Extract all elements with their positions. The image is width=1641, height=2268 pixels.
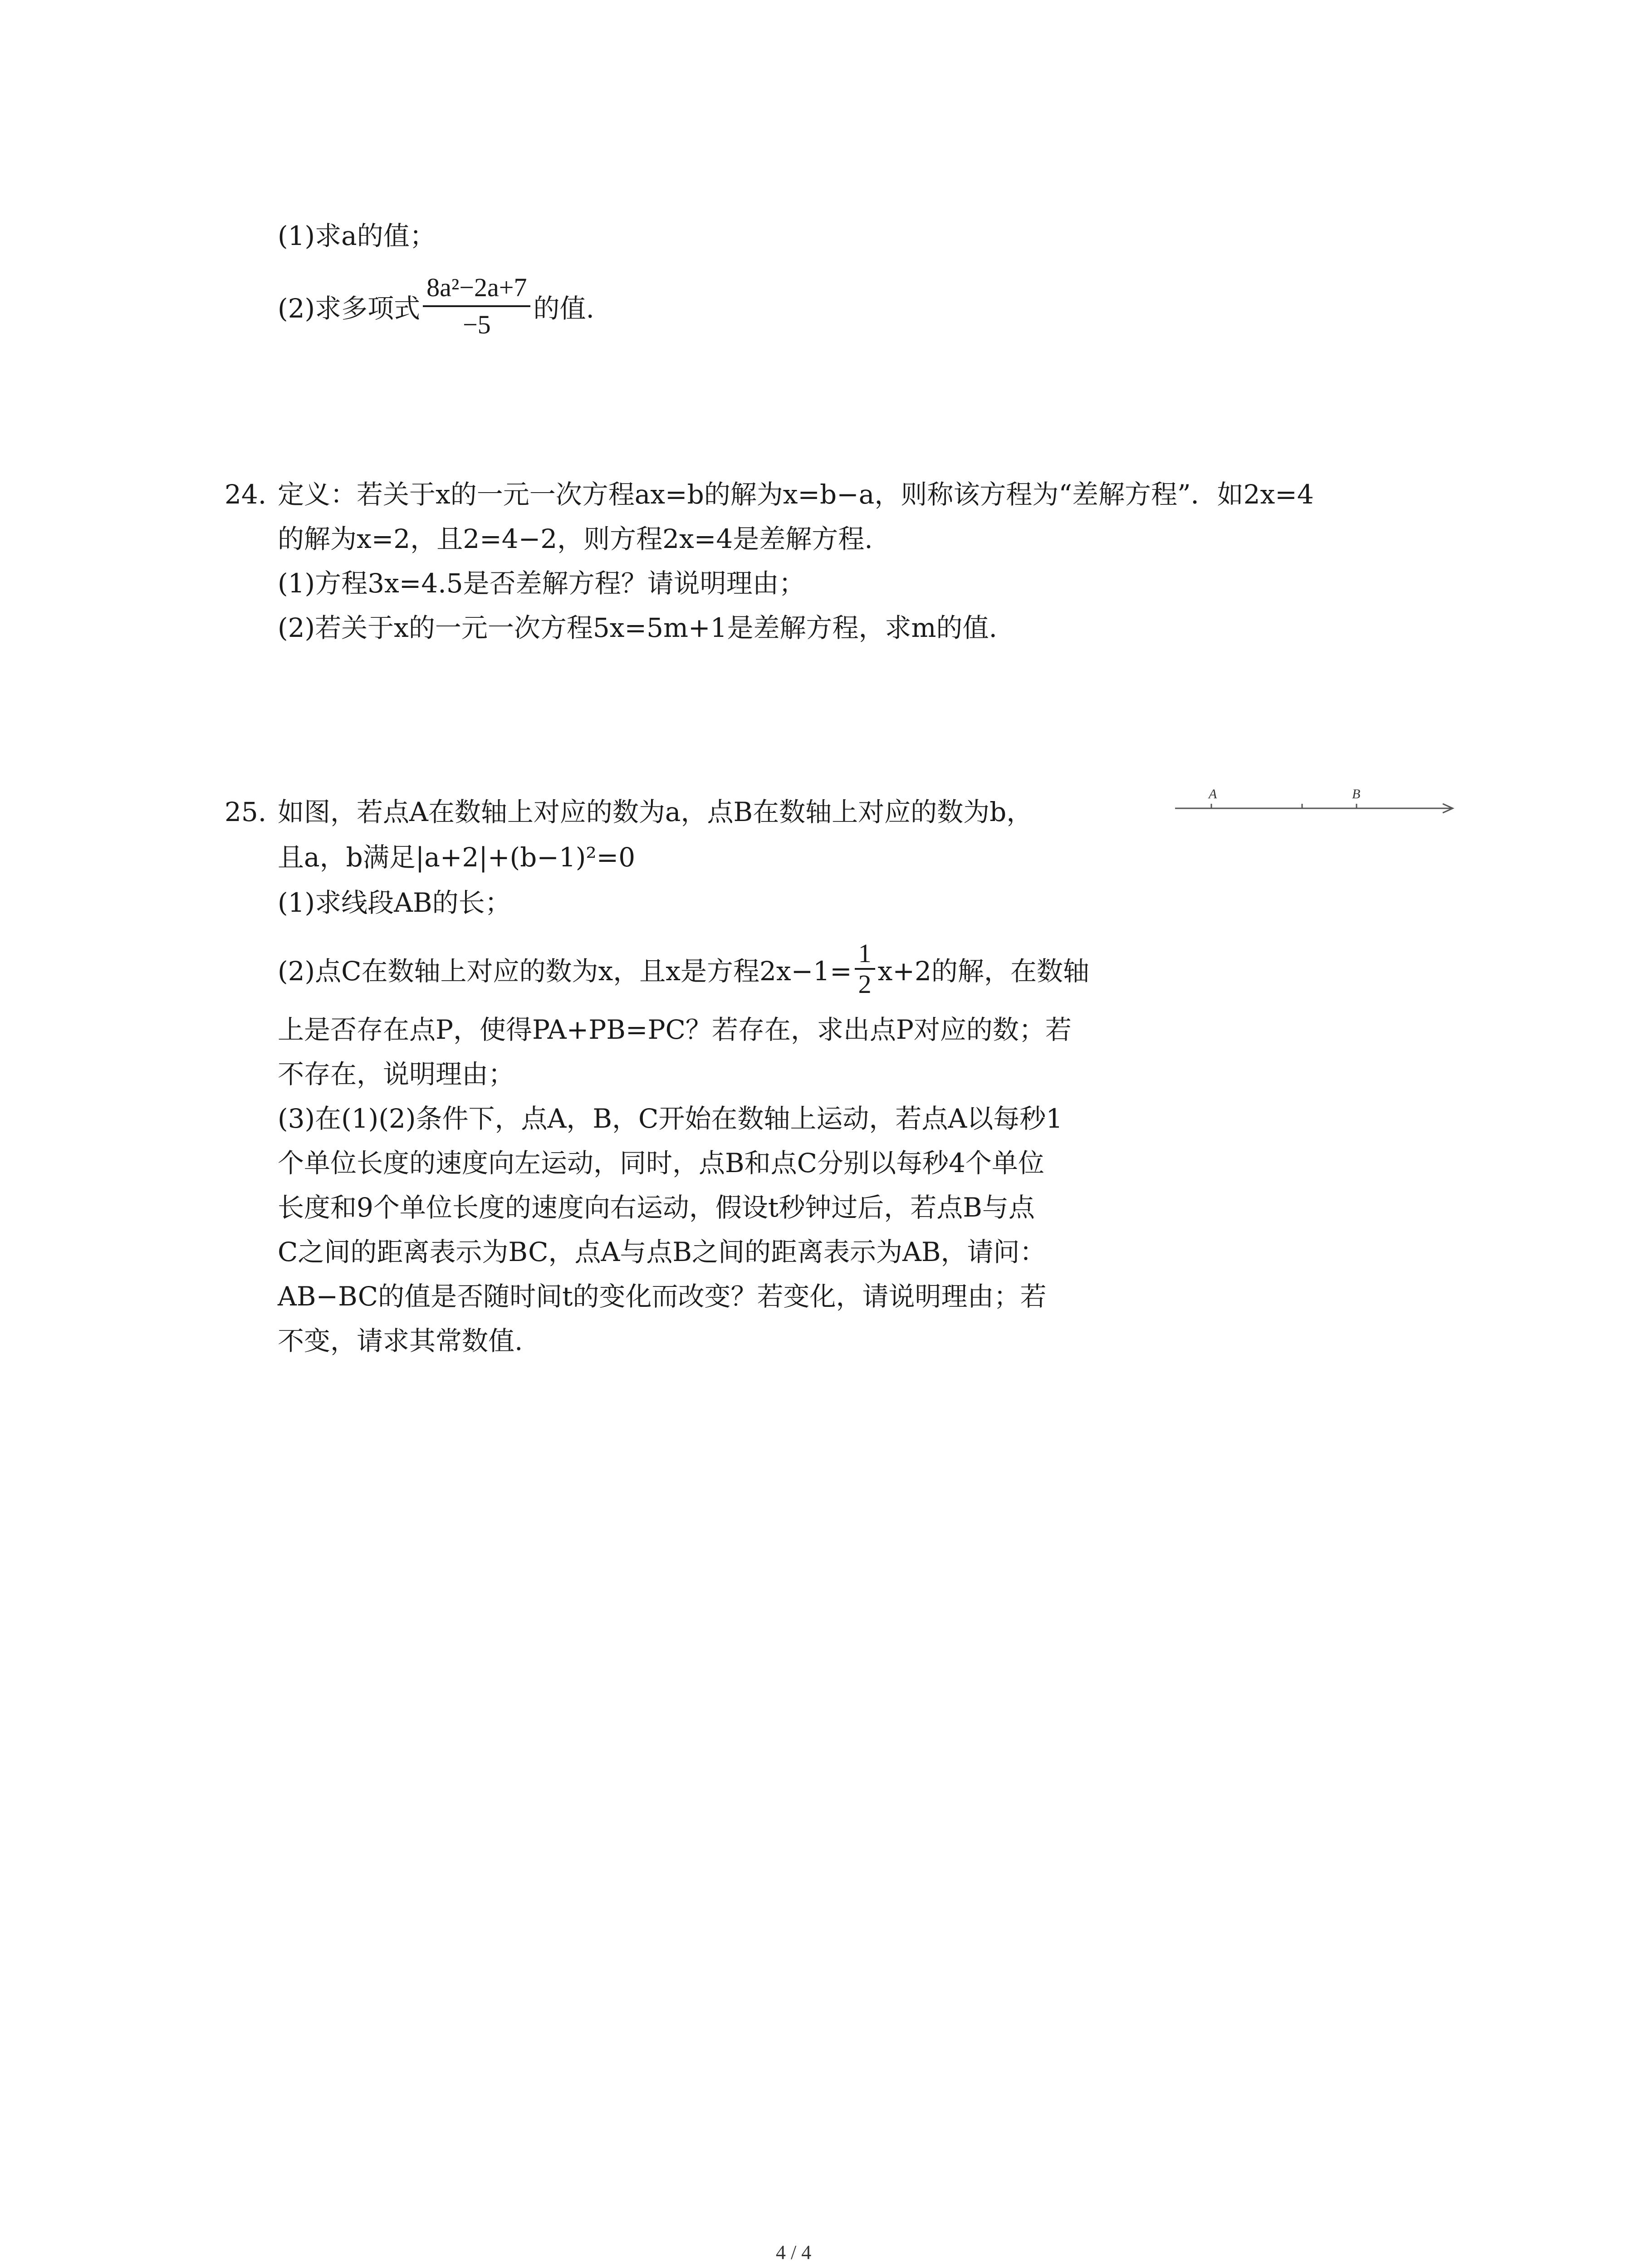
- q24-number: 24.: [225, 479, 267, 510]
- label-a: A: [1209, 787, 1217, 802]
- q24-part1: (1)方程3x=4.5是否差解方程？请说明理由；: [278, 568, 805, 599]
- q24-part2: (2)若关于x的一元一次方程5x=5m+1是差解方程，求m的值.: [278, 612, 997, 643]
- q24-line1: 定义：若关于x的一元一次方程ax=b的解为x=b−a，则称该方程为“差解方程”．如2x=4: [278, 479, 1314, 510]
- q25-part2-suffix: x+2的解，在数轴: [877, 956, 1089, 987]
- q25-part3-line2: 个单位长度的速度向左运动，同时，点B和点C分别以每秒4个单位: [278, 1148, 1044, 1178]
- q25-number: 25.: [225, 797, 267, 827]
- number-line-figure: [1171, 780, 1461, 821]
- q25-part3-line5: AB−BC的值是否随时间t的变化而改变？若变化，请说明理由；若: [278, 1281, 1047, 1312]
- page-number: 4 / 4: [776, 2241, 812, 2263]
- q25-fraction-denominator: 2: [858, 969, 872, 999]
- q25-fraction: [855, 939, 875, 999]
- q23-part2-suffix: 的值.: [533, 293, 594, 324]
- q23-part2-prefix: (2)求多项式: [278, 293, 421, 324]
- q25-part3-line1: (3)在(1)(2)条件下，点A，B，C开始在数轴上运动，若点A以每秒1: [278, 1103, 1063, 1134]
- q25-part3-line4: C之间的距离表示为BC，点A与点B之间的距离表示为AB，请问：: [278, 1237, 1046, 1267]
- q25-part2-prefix: (2)点C在数轴上对应的数为x，且x是方程2x−1=: [278, 956, 852, 987]
- q25-part1: (1)求线段AB的长；: [278, 887, 511, 918]
- q25-part2: [278, 939, 1089, 999]
- q25-part3-line6: 不变，请求其常数值.: [278, 1325, 523, 1356]
- q25-line1: 如图，若点A在数轴上对应的数为a，点B在数轴上对应的数为b，: [278, 797, 1033, 827]
- q25-fraction-numerator: 1: [855, 939, 875, 970]
- q23-part2: [278, 270, 594, 342]
- q23-fraction-denominator: −5: [462, 310, 491, 339]
- q25-part2-line3: 不存在，说明理由；: [278, 1059, 515, 1090]
- q25-line2: 且a，b满足|a+2|+(b−1)²=0: [278, 842, 636, 873]
- q23-fraction-numerator: 8a²−2a+7: [423, 270, 530, 307]
- q25-part2-line2: 上是否存在点P，使得PA+PB=PC？若存在，求出点P对应的数；若: [278, 1014, 1072, 1045]
- q23-fraction: [423, 270, 530, 342]
- q23-part1: (1)求a的值；: [278, 220, 436, 251]
- q25-part3-line3: 长度和9个单位长度的速度向右运动，假设t秒钟过后，若点B与点: [278, 1192, 1035, 1223]
- q24-line2: 的解为x=2，且2=4−2，则方程2x=4是差解方程.: [278, 523, 873, 554]
- label-b: B: [1352, 787, 1361, 802]
